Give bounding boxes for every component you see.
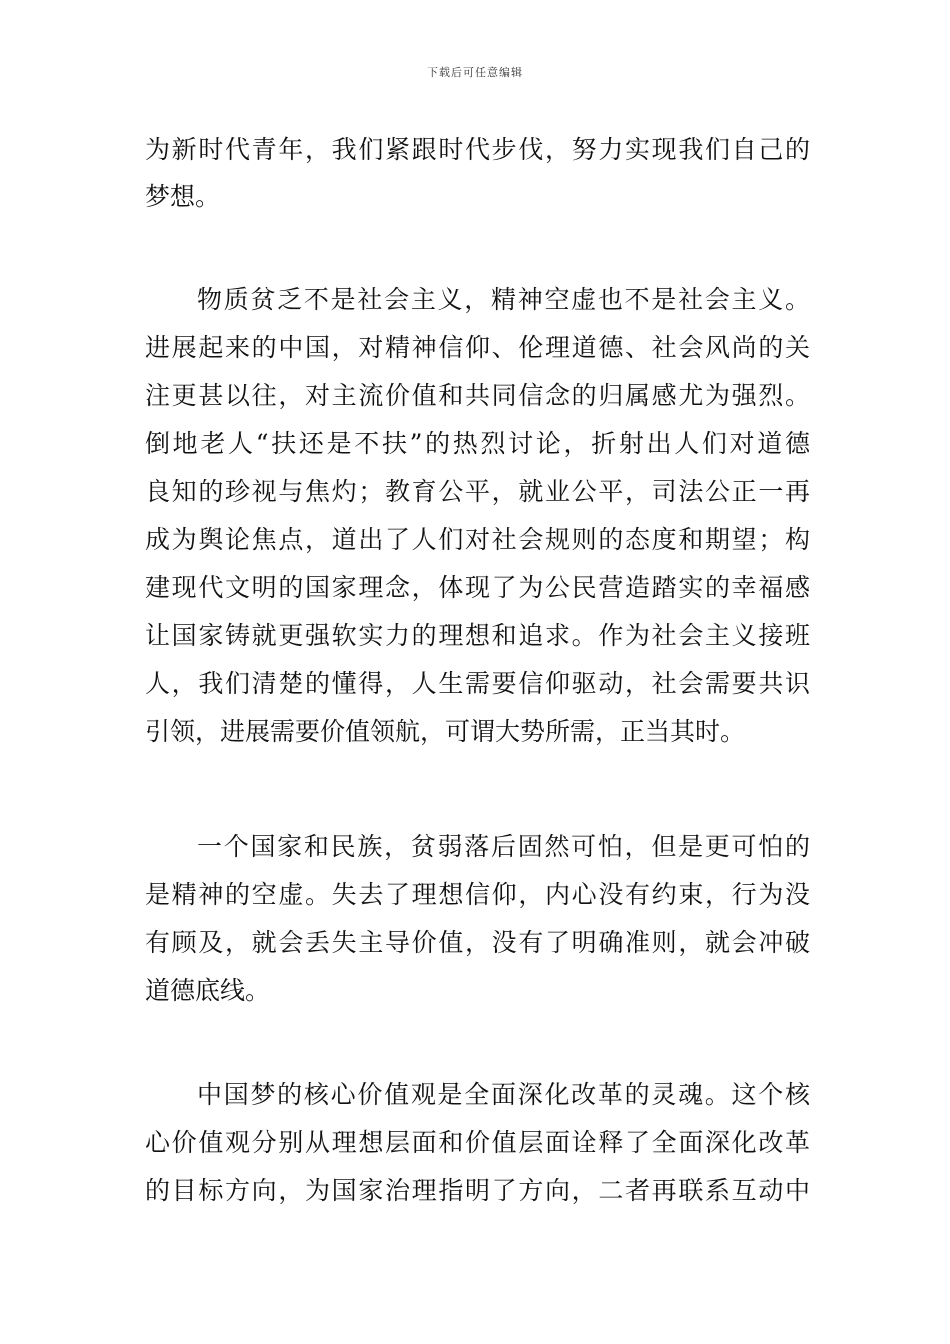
text-line: 为新时代青年，我们紧跟时代步伐，努力实现我们自己的: [145, 135, 810, 164]
text-line: 人，我们清楚的懂得，人生需要信仰驱动，社会需要共识: [145, 669, 810, 698]
text-line: 注更甚以往，对主流价值和共同信念的归属感尤为强烈。: [145, 381, 810, 410]
page-header: 下载后可任意编辑: [427, 66, 523, 79]
text-line: 倒地老人“扶还是不扶”的热烈讨论，折射出人们对道德: [145, 429, 810, 458]
text-line: 建现代文明的国家理念，体现了为公民营造踏实的幸福感: [145, 573, 810, 602]
text-line: 进展起来的中国，对精神信仰、伦理道德、社会风尚的关: [145, 333, 810, 362]
text-line: 一个国家和民族，贫弱落后固然可怕，但是更可怕的: [197, 832, 810, 861]
text-line: 中国梦的核心价值观是全面深化改革的灵魂。这个核: [197, 1080, 810, 1109]
text-line: 有顾及，就会丢失主导价值，没有了明确准则，就会冲破: [145, 928, 810, 957]
text-line: 是精神的空虚。失去了理想信仰，内心没有约束，行为没: [145, 880, 810, 909]
text-line: 让国家铸就更强软实力的理想和追求。作为社会主义接班: [145, 621, 810, 650]
text-line: 道德底线。: [145, 976, 271, 1005]
text-line: 成为舆论焦点，道出了人们对社会规则的态度和期望；构: [145, 525, 810, 554]
text-line: 梦想。: [145, 182, 221, 211]
text-line: 的目标方向，为国家治理指明了方向，二者再联系互动中: [145, 1176, 810, 1205]
text-line: 物质贫乏不是社会主义，精神空虚也不是社会主义。: [197, 285, 810, 314]
text-line: 良知的珍视与焦灼；教育公平，就业公平，司法公正一再: [145, 477, 810, 506]
text-line: 引领，进展需要价值领航，可谓大势所需，正当其时。: [145, 717, 746, 746]
text-line: 心价值观分别从理想层面和价值层面诠释了全面深化改革: [145, 1128, 810, 1157]
